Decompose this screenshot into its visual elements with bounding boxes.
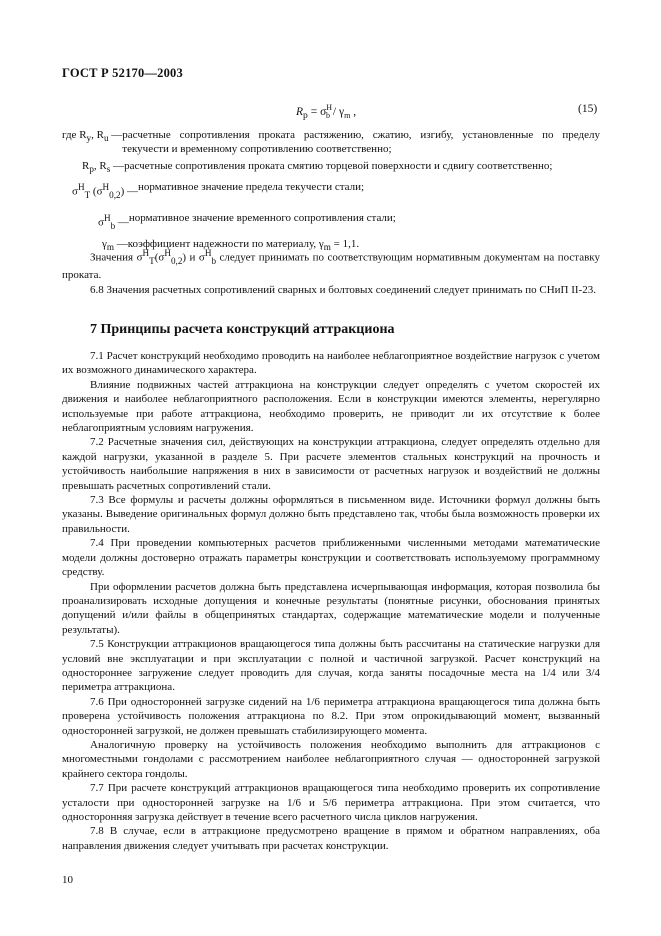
paragraph: Влияние подвижных частей аттракциона на конструкции следует определять с учетом скоростей их движения и наиболее неблагоприятного расположения. Если в конструкции имеются элементы, нерегулярно используемые при работе аттракциона, необходимо проверить, не приводит ли их отсутствие к более неблагоприятным условиям нагружения.: [62, 378, 600, 435]
paragraph: 7.3 Все формулы и расчеты должны оформляться в письменном виде. Источники формул должны быть указаны. Выведение оригинальных формул должно быть представлено так, чтобы была возможность проверки их правильности.: [62, 494, 600, 535]
definition-text: коэффициент надежности по материалу, $\gamma_m = 1,1$.: [127, 237, 360, 253]
definition-item: [62, 128, 600, 157]
paragraph: 6.8 Значения расчетных сопротивлений сварных и болтовых соединений следует принимать по СНиП II-23.: [90, 283, 596, 296]
paragraph: 7.7 При расчете конструкций аттракционов вращающегося типа необходимо проверить их сопротивление усталости при односторонней загрузке на 1/6 и 5/6 периметра аттракциона. При этом считается, что односторонняя загрузка действует в течение всего расчетного числа циклов нагружения.: [62, 782, 600, 823]
notes-block: [62, 246, 600, 297]
definition-text: нормативное значение временного сопротивления стали;: [128, 211, 396, 224]
definition-text: расчетные сопротивления проката растяжению, сжатию, изгибу, установленные по пределу текучести и временному сопротивлению соответственно;: [122, 129, 600, 156]
definitions-list: [62, 128, 600, 257]
paragraph: 7.5 Конструкции аттракционов вращающегося типа должны быть рассчитаны на статические нагрузки для условий вне эксплуатации и при эксплуатации с полной и частичной загрузкой. Расчет конструкций на одностороннее загружение следует проводить для случая, когда заняты посадочные места на 1/4 или 3/4 периметра аттракциона.: [62, 638, 600, 694]
definition-symbol: $\sigma^H_T$ $(\sigma^H_{0,2})$ —: [72, 182, 138, 201]
formula-number: (15): [578, 103, 598, 115]
paragraph: 7.4 При проведении компьютерных расчетов приближенными численными методами математические модели должны достоверно отражать параметры конструкции и соответствовать используемому программному средству.: [62, 537, 600, 579]
definition-text: нормативное значение предела текучести стали;: [138, 181, 365, 194]
section-body: [62, 349, 600, 853]
document-header: ГОСТ Р 52170—2003: [62, 66, 183, 80]
paragraph: Аналогичную проверку на устойчивость положения необходимо выполнить для аттракционов с многоместными гондолами с рассмотрением наиболее неблагоприятного случая — односторонней загрузкой крайнего сектора гондолы.: [62, 738, 600, 780]
definition-symbol: $\sigma^H_b$ —: [98, 212, 129, 231]
paragraph: Значения $\sigma^H_T(\sigma^H_{0,2})$ и $\sigma^H_b$ следует принимать по соответствующим нормативным документам на поставку проката.: [62, 248, 600, 282]
paragraph: 7.2 Расчетные значения сил, действующих на конструкции аттракциона, следует определять отдельно для каждой нагрузки, указанной в разделе 5. При расчете элементов стальных конструкций на прочность и устойчивость наибольшие напряжения в них в зависимости от расчетных нагрузок и воздействий не должны превышать расчетных сопротивлений стали.: [62, 436, 600, 492]
definition-item: [62, 159, 600, 177]
paragraph: 7.6 При односторонней загрузке сидений на 1/6 периметра аттракциона вращающегося типа должна быть проверена устойчивость положения аттракциона по 8.2. При этом опрокидывающий момент, вызванный односторонней загрузкой, не должен превышать стабилизирующего момента.: [62, 695, 600, 737]
paragraph: 7.8 В случае, если в аттракционе предусмотрено вращение в прямом и обратном направлениях, оба направления движения следует учитывать при расчетах конструкции.: [62, 825, 600, 852]
formula-15: $R_p = \sigma^H_b / \gamma_m$ ,: [296, 103, 357, 122]
definition-symbol: где $R_y$, $R_u$ —: [62, 129, 123, 144]
definition-symbol: $\gamma_m$ —: [102, 237, 128, 253]
paragraph: 7.1 Расчет конструкций необходимо проводить на наиболее неблагоприятное воздействие нагрузок с учетом их возможного динамического характера.: [62, 350, 600, 377]
definition-item: [62, 180, 600, 202]
section-title: 7 Принципы расчета конструкций аттракциона: [90, 322, 395, 337]
paragraph: При оформлении расчетов должна быть представлена исчерпывающая информация, которая позволила бы проанализировать исходные допущения и конечные результаты (понятные рисунки, обоснования принятых допущений и/или файлы в общепринятых стандартах, содержащие математические модели и полученные результаты).: [62, 580, 600, 636]
definition-text: расчетные сопротивления проката смятию торцевой поверхности и сдвигу соответственно;: [124, 159, 553, 172]
definition-symbol: $R_p$, $R_s$ —: [82, 159, 125, 174]
definition-item: [62, 211, 600, 233]
page-number: 10: [62, 874, 73, 886]
